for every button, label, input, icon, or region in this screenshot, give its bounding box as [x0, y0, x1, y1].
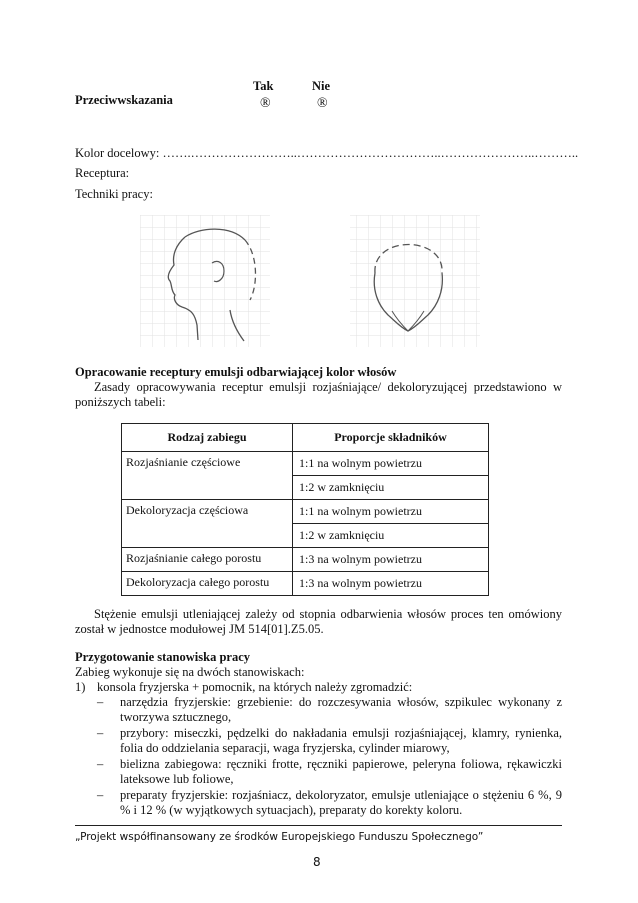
- contraindications-label: Przeciwwskazania: [75, 93, 173, 107]
- table-cell-proportion: 1:3 na wolnym powietrzu: [293, 548, 489, 572]
- table-cell-treatment: Rozjaśnianie częściowe: [122, 452, 293, 500]
- table-header-cell: Proporcje składników: [293, 424, 489, 452]
- page-number: 8: [313, 855, 321, 869]
- no-column-label: Nie: [312, 79, 331, 93]
- section-intro: Zasady opracowywania receptur emulsji rozjaśniające/ dekoloryzującej przedstawiono w poniższych tabeli:: [75, 380, 562, 409]
- front-head-icon: [350, 215, 480, 347]
- proportions-table: [121, 423, 489, 596]
- target-color-field: Kolor docelowy: …….……………………..……………………………..…………………..………..: [75, 146, 579, 160]
- profile-head-icon: [140, 215, 270, 347]
- list-item: bielizna zabiegowa: ręczniki frotte, ręczniki papierowe, peleryna foliowa, rękawiczki lateksowe lub foliowe,: [120, 757, 562, 786]
- list-item: preparaty fryzjerskie: rozjaśniacz, dekoloryzator, emulsje utleniające o stężeniu 6 %, 9 % i 12 % (w wyjątkowych sytuacjach), preparaty do korekty koloru.: [120, 788, 562, 817]
- concentration-note: Stężenie emulsji utleniającej zależy od stopnia odbarwienia włosów proces ten omówiony został w jednostce modułowej JM 514[01].Z5.05.: [75, 607, 562, 636]
- table-cell-proportion: 1:2 w zamknięciu: [293, 476, 489, 500]
- table-row: [122, 500, 489, 524]
- list-item: narzędzia fryzjerskie: grzebienie: do rozczesywania włosów, szpikulec wykonany z tworzywa sztucznego,: [120, 695, 562, 724]
- table-cell-treatment: Dekoloryzacja częściowa: [122, 500, 293, 548]
- table-row: [122, 572, 489, 596]
- list-item-number: 1): [75, 680, 86, 694]
- yes-column-label: Tak: [253, 79, 274, 93]
- table-header-row: [122, 424, 489, 452]
- table-cell-proportion: 1:2 w zamknięciu: [293, 524, 489, 548]
- table-cell-treatment: Dekoloryzacja całego porostu: [122, 572, 293, 596]
- bullet-dash: –: [97, 726, 104, 740]
- table-cell-treatment: Rozjaśnianie całego porostu: [122, 548, 293, 572]
- footer-project-text: „Projekt współfinansowany ze środków Europejskiego Funduszu Społecznego”: [75, 831, 484, 843]
- table-cell-proportion: 1:1 na wolnym powietrzu: [293, 500, 489, 524]
- table-cell-proportion: 1:3 na wolnym powietrzu: [293, 572, 489, 596]
- section-heading-recipe: Opracowanie receptury emulsji odbarwiającej kolor włosów: [75, 365, 397, 379]
- section-heading-workstation: Przygotowanie stanowiska pracy: [75, 650, 250, 664]
- list-item-text: konsola fryzjerska + pomocnik, na których należy zgromadzić:: [97, 680, 413, 694]
- table-row: [122, 548, 489, 572]
- table-row: [122, 452, 489, 476]
- footer-divider: [75, 825, 562, 826]
- yes-checkbox[interactable]: ®: [260, 96, 271, 111]
- no-checkbox[interactable]: ®: [317, 96, 328, 111]
- head-illustrations: [140, 215, 480, 350]
- techniques-field: Techniki pracy:: [75, 187, 153, 201]
- bullet-dash: –: [97, 695, 104, 709]
- bullet-dash: –: [97, 757, 104, 771]
- workstation-intro: Zabieg wykonuje się na dwóch stanowiskach:: [75, 665, 305, 679]
- bullet-dash: –: [97, 788, 104, 802]
- list-item: przybory: miseczki, pędzelki do nakładania emulsji rozjaśniającej, klamry, rynienka, folia do oddzielania separacji, waga fryzjerska, cylinder miarowy,: [120, 726, 562, 755]
- table-header-cell: Rodzaj zabiegu: [122, 424, 293, 452]
- recipe-field: Receptura:: [75, 166, 130, 180]
- table-cell-proportion: 1:1 na wolnym powietrzu: [293, 452, 489, 476]
